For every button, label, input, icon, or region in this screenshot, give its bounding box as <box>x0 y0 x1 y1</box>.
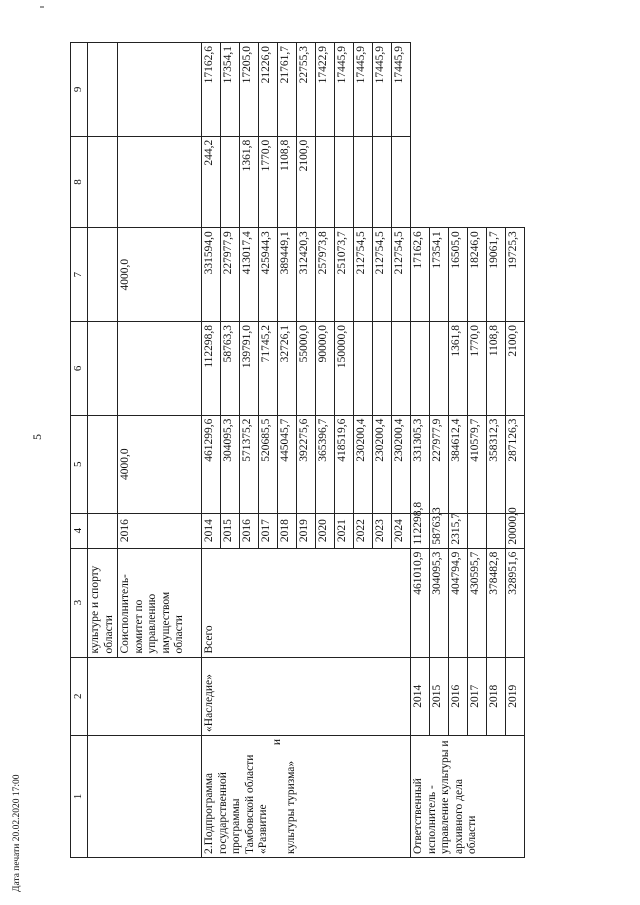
value-cell: 430595,7 <box>468 548 487 657</box>
table-row <box>430 43 449 858</box>
value-cell: 90000,0 <box>316 321 335 415</box>
value-cell: 378482,8 <box>487 548 506 657</box>
value-cell: 389449,1 <box>278 228 297 322</box>
col-num: 3 <box>71 548 88 657</box>
value-cell: 1361,8 <box>449 321 468 415</box>
page-number: 5 <box>30 434 44 440</box>
value-cell: 392275,6 <box>297 415 316 513</box>
value-cell: 251073,7 <box>335 228 354 322</box>
executor-label-cell: Ответственный исполнитель - управление культуры и архивного дела области <box>411 735 525 857</box>
value-cell: 1108,8 <box>278 136 297 228</box>
value-cell: 365396,7 <box>316 415 335 513</box>
value-cell: 230200,4 <box>354 415 373 513</box>
value-cell: 32726,1 <box>278 321 297 415</box>
year-cell: 2016 <box>449 657 468 735</box>
value-cell: 17354,1 <box>430 228 449 322</box>
value-cell <box>316 136 335 228</box>
value-cell: 461299,6 <box>202 415 221 513</box>
value-cell: 17422,9 <box>316 43 335 137</box>
value-cell: 212754,5 <box>392 228 411 322</box>
col-num: 5 <box>71 415 88 513</box>
empty-cell <box>88 513 118 548</box>
value-cell: 18246,0 <box>468 228 487 322</box>
value-cell <box>221 136 240 228</box>
empty-cell <box>118 321 202 415</box>
year-cell: 2022 <box>354 513 373 548</box>
year-cell: 2021 <box>335 513 354 548</box>
value-cell <box>392 321 411 415</box>
value-cell: 425944,3 <box>259 228 278 322</box>
value-cell: 4000,0 <box>118 228 202 322</box>
value-cell: 230200,4 <box>373 415 392 513</box>
value-cell: 1361,8 <box>240 136 259 228</box>
empty-cell <box>88 657 202 735</box>
year-cell: 2015 <box>430 657 449 735</box>
year-cell: 2017 <box>259 513 278 548</box>
value-cell: 404794,9 <box>449 548 468 657</box>
value-cell: 410579,7 <box>468 415 487 513</box>
value-cell: 2100,0 <box>506 321 525 415</box>
scan-mark <box>40 6 44 8</box>
table-row <box>506 43 525 858</box>
value-cell: 244,2 <box>202 136 221 228</box>
value-cell: 71745,2 <box>259 321 278 415</box>
value-cell: 55000,0 <box>297 321 316 415</box>
value-cell: 17445,9 <box>373 43 392 137</box>
value-cell: 312420,3 <box>297 228 316 322</box>
year-cell: 2023 <box>373 513 392 548</box>
rotated-table-wrapper <box>70 18 640 858</box>
value-cell: 257973,8 <box>316 228 335 322</box>
value-cell <box>411 321 430 415</box>
year-cell: 2014 <box>411 657 430 735</box>
value-cell <box>354 321 373 415</box>
year-cell: 2016 <box>118 513 202 548</box>
value-cell: 227977,9 <box>221 228 240 322</box>
year-cell: 2020 <box>316 513 335 548</box>
value-cell: 1770,0 <box>259 136 278 228</box>
value-cell: 413017,4 <box>240 228 259 322</box>
value-cell: 304095,3 <box>221 415 240 513</box>
value-cell: 4000,0 <box>118 415 202 513</box>
print-date: Дата печати 20.02.2020 17:00 <box>12 774 22 892</box>
value-cell: 384612,4 <box>449 415 468 513</box>
subprogram-name-part2: культуры туризма» <box>284 760 297 854</box>
empty-cell <box>88 735 202 857</box>
col-num: 7 <box>71 228 88 322</box>
table-row <box>468 43 487 858</box>
coexecutor-cell: Соисполнитель- комитет по управлению имуществом области <box>118 548 202 657</box>
col-num: 9 <box>71 43 88 137</box>
subprogram-name-part1: 2.Подпрограмма государственной программы Тамбовской области «Развитие <box>203 754 270 854</box>
value-cell: 212754,5 <box>373 228 392 322</box>
empty-cell <box>88 43 118 137</box>
value-cell: 2100,0 <box>297 136 316 228</box>
value-cell: 445045,7 <box>278 415 297 513</box>
value-cell: 331305,3 <box>411 415 430 513</box>
value-cell: 418519,6 <box>335 415 354 513</box>
value-cell: 112298,8 <box>411 513 430 548</box>
value-cell: 212754,5 <box>354 228 373 322</box>
year-cell: 2016 <box>240 513 259 548</box>
table-row <box>411 43 430 858</box>
value-cell: 2315,7 <box>449 513 468 548</box>
year-cell: 2017 <box>468 657 487 735</box>
value-cell: 287126,3 <box>506 415 525 513</box>
value-cell: 17205,0 <box>240 43 259 137</box>
value-cell: 139791,0 <box>240 321 259 415</box>
year-cell: 2019 <box>506 657 525 735</box>
value-cell: 17445,9 <box>354 43 373 137</box>
value-cell: 17162,6 <box>411 228 430 322</box>
value-cell: 19061,7 <box>487 228 506 322</box>
value-cell: 17162,6 <box>202 43 221 137</box>
empty-cell <box>88 415 118 513</box>
year-cell: 2018 <box>487 657 506 735</box>
col-num: 4 <box>71 513 88 548</box>
col-num: 1 <box>71 735 88 857</box>
empty-cell <box>88 136 118 228</box>
value-cell: 461010,9 <box>411 548 430 657</box>
executor-label-cell: Всего <box>202 548 411 657</box>
value-cell <box>487 513 506 548</box>
col-num: 6 <box>71 321 88 415</box>
value-cell: 20000,0 <box>506 513 525 548</box>
col-num: 2 <box>71 657 88 735</box>
table-row <box>202 43 221 858</box>
value-cell: 17445,9 <box>392 43 411 137</box>
value-cell: 328951,6 <box>506 548 525 657</box>
value-cell: 227977,9 <box>430 415 449 513</box>
empty-cell <box>88 228 118 322</box>
table-row <box>487 43 506 858</box>
col-num: 8 <box>71 136 88 228</box>
value-cell: 58763,3 <box>221 321 240 415</box>
total-rows <box>202 43 411 858</box>
year-cell: 2024 <box>392 513 411 548</box>
empty-cell <box>118 136 202 228</box>
value-cell <box>392 136 411 228</box>
table-row <box>88 43 118 858</box>
value-cell: 58763,3 <box>430 513 449 548</box>
value-cell <box>373 321 392 415</box>
value-cell <box>354 136 373 228</box>
value-cell: 17445,9 <box>335 43 354 137</box>
subprogram-name-and: и <box>270 738 283 746</box>
executor-cont-cell: культуре и спорту области <box>88 548 118 657</box>
value-cell <box>373 136 392 228</box>
year-cell: 2014 <box>202 513 221 548</box>
responsible-rows <box>411 43 525 858</box>
value-cell: 1770,0 <box>468 321 487 415</box>
value-cell <box>430 321 449 415</box>
value-cell: 19725,3 <box>506 228 525 322</box>
empty-cell <box>88 321 118 415</box>
value-cell: 21761,7 <box>278 43 297 137</box>
value-cell: 21226,0 <box>259 43 278 137</box>
column-number-row <box>71 43 88 858</box>
value-cell: 358312,3 <box>487 415 506 513</box>
value-cell: 304095,3 <box>430 548 449 657</box>
value-cell: 331594,0 <box>202 228 221 322</box>
year-cell: 2019 <box>297 513 316 548</box>
value-cell: 112298,8 <box>202 321 221 415</box>
value-cell <box>468 513 487 548</box>
value-cell: 1108,8 <box>487 321 506 415</box>
budget-table <box>70 42 525 858</box>
value-cell: 16505,0 <box>449 228 468 322</box>
empty-cell <box>118 43 202 137</box>
short-name-cell: «Наследие» <box>202 657 411 735</box>
value-cell: 17354,1 <box>221 43 240 137</box>
value-cell: 520685,5 <box>259 415 278 513</box>
subprogram-name-cell <box>202 735 411 857</box>
value-cell <box>335 136 354 228</box>
year-cell: 2015 <box>221 513 240 548</box>
value-cell: 571375,2 <box>240 415 259 513</box>
value-cell: 150000,0 <box>335 321 354 415</box>
value-cell: 22755,3 <box>297 43 316 137</box>
table-row <box>449 43 468 858</box>
value-cell: 230200,4 <box>392 415 411 513</box>
year-cell: 2018 <box>278 513 297 548</box>
